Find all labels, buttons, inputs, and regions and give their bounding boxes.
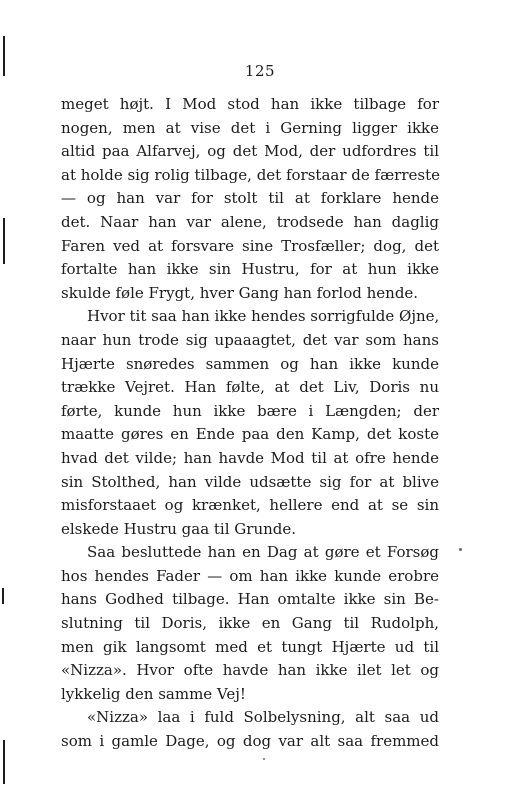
text-line-8: fortalte han ikke sin Hustru, for at hun ikke xyxy=(61,260,439,279)
text-line-13: trække Vejret. Han følte, at det Liv, Doris nu xyxy=(61,378,439,397)
text-line-3: altid paa Alfarvej, og det Mod, der udfordres til xyxy=(61,142,439,161)
body-text xyxy=(61,93,439,754)
margin-bar-bottom xyxy=(3,740,5,784)
text-line-10: Hvor tit saa han ikke hendes sorrigfulde Øjne, xyxy=(87,307,440,326)
margin-bar-lower xyxy=(2,588,4,604)
text-line-20: Saa besluttede han en Dag at gøre et Forsøg xyxy=(87,543,439,562)
text-line-14: førte, kunde hun ikke bære i Længden; der xyxy=(61,401,439,420)
text-line-5: — og han var for stolt til at forklare hende xyxy=(61,189,439,208)
text-line-12: Hjærte snøredes sammen og han ikke kunde xyxy=(61,354,439,373)
text-line-24: men gik langsomt med et tungt Hjærte ud til xyxy=(61,637,439,656)
text-line-16: hvad det vilde; han havde Mod til at ofre hende xyxy=(61,448,439,467)
text-line-2: nogen, men at vise det i Gerning ligger ikke xyxy=(61,118,439,137)
speck-mark-2 xyxy=(263,758,265,760)
text-line-28: som i gamle Dage, og dog var alt saa fremmed xyxy=(61,732,439,751)
margin-bar-top xyxy=(3,36,5,76)
text-line-9: skulde føle Frygt, hver Gang han forlod hende. xyxy=(61,283,419,302)
text-line-11: naar hun trode sig upaaagtet, det var som hans xyxy=(61,330,439,349)
text-line-4: at holde sig rolig tilbage, det forstaar de færreste xyxy=(61,165,440,184)
text-line-22: hans Godhed tilbage. Han omtalte ikke sin Be- xyxy=(61,590,439,609)
page-number: 125 xyxy=(244,62,276,80)
text-line-1: meget højt. I Mod stod han ikke tilbage for xyxy=(61,95,439,113)
text-line-23: slutning til Doris, ikke en Gang til Rudolph, xyxy=(61,614,439,633)
text-line-18: misforstaaet og krænket, hellere end at se sin xyxy=(61,496,439,515)
margin-bar-middle xyxy=(3,218,5,264)
text-line-26: lykkelig den samme Vej! xyxy=(61,684,246,703)
speck-mark-1 xyxy=(459,548,462,551)
text-line-15: maatte gøres en Ende paa den Kamp, det koste xyxy=(61,425,439,444)
text-line-17: sin Stolthed, han vilde udsætte sig for at blive xyxy=(61,472,439,491)
text-line-27: «Nizza» laa i fuld Solbelysning, alt saa ud xyxy=(87,708,439,727)
text-line-7: Faren ved at forsvare sine Trosfæller; dog, det xyxy=(61,236,439,255)
text-line-21: hos hendes Fader — om han ikke kunde erobre xyxy=(61,566,439,585)
text-line-25: «Nizza». Hvor ofte havde han ikke ilet let og xyxy=(61,661,439,680)
text-line-6: det. Naar han var alene, trodsede han daglig xyxy=(61,212,439,231)
text-line-19: elskede Hustru gaa til Grunde. xyxy=(61,519,297,538)
